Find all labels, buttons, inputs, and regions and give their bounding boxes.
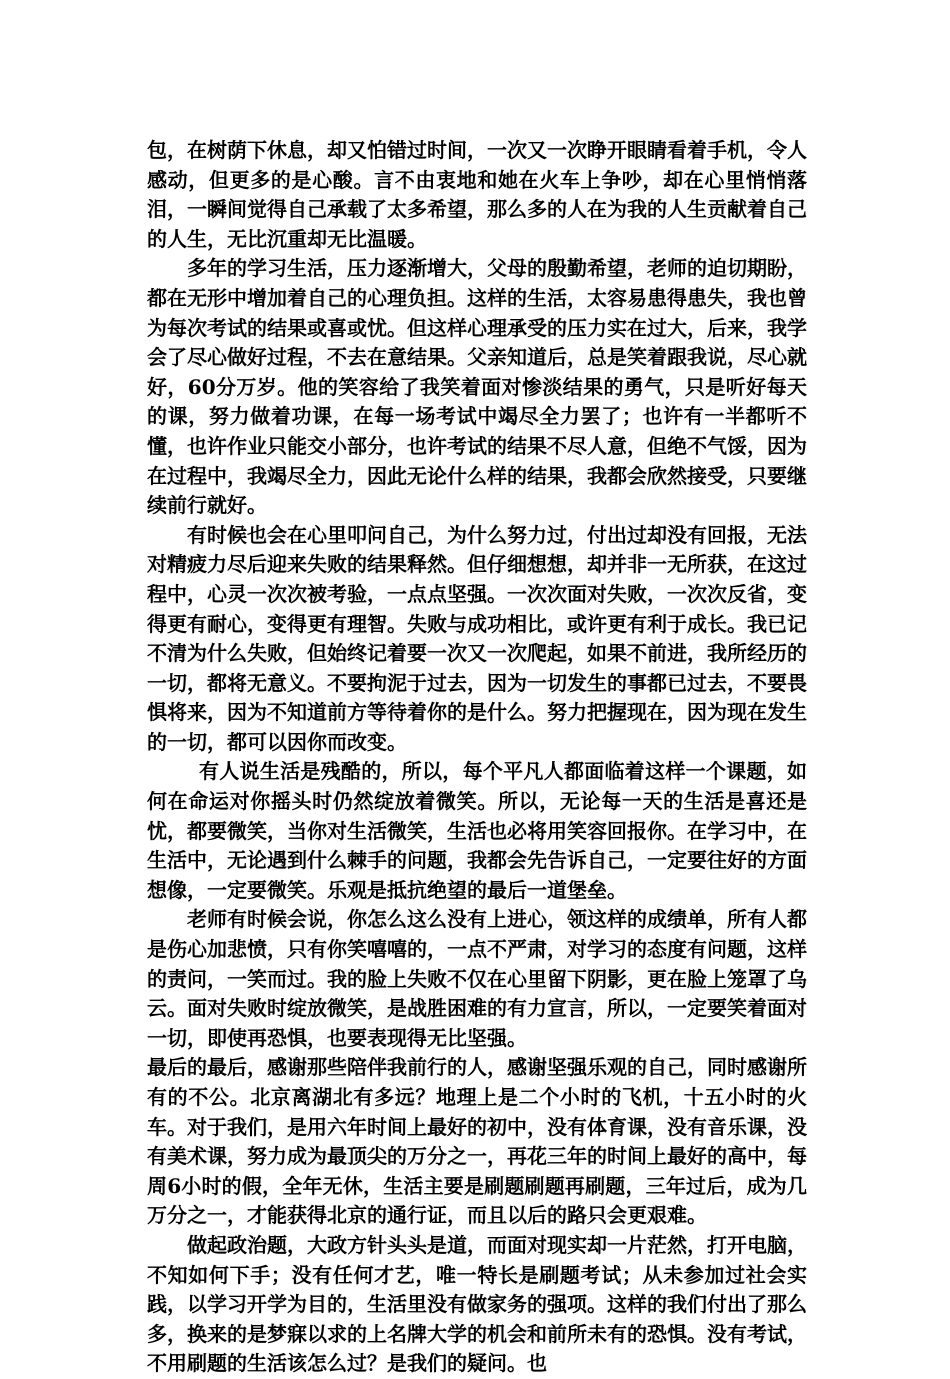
paragraph-6: 最后的最后，感谢那些陪伴我前行的人，感谢坚强乐观的自己，同时感谢所有的不公。北京离湖北有多远？地理上是二个小时的飞机，十五小时的火车。对于我们，是用六年时间上最好的初中，没有体育课，没有音乐课，没有美术课，努力成为最顶尖的万分之一，再花三年的时间上最好的高中，每周6小时的假，全年无休，生活主要是刷题刷题再刷题，三年过后，成为几万分之一，才能获得北京的通行证，而且以后的路只会更艰难。 xyxy=(147,1055,807,1228)
paragraph-5: 老师有时候会说，你怎么这么没有上进心，领这样的成绩单，所有人都是伤心加悲愤，只有你笑嘻嘻的，一点不严肃，对学习的态度有问题，这样的责问，一笑而过。我的脸上失败不仅在心里留下阴影，更在脸上笼罩了乌云。面对失败时绽放微笑，是战胜困难的有力宣言，所以，一定要笑着面对一切，即使再恐惧，也要表现得无比坚强。 xyxy=(147,907,807,1050)
document-body xyxy=(147,136,807,1379)
paragraph-3: 有时候也会在心里叩问自己，为什么努力过，付出过却没有回报，无法对精疲力尽后迎来失败的结果释然。但仔细想想，却并非一无所获，在这过程中，心灵一次次被考验，一点点坚强。一次次面对失败，一次次反省，变得更有耐心，变得更有理智。失败与成功相比，或许更有利于成长。我已记不清为什么失败，但始终记着要一次又一次爬起，如果不前进，我所经历的一切，都将无意义。不要拘泥于过去，因为一切发生的事都已过去，不要畏惧将来，因为不知道前方等待着你的是什么。努力把握现在，因为现在发生的一切，都可以因你而改变。 xyxy=(147,522,807,754)
paragraph-7: 做起政治题，大政方针头头是道，而面对现实却一片茫然，打开电脑，不知如何下手；没有任何才艺，唯一特长是刷题考试；从未参加过社会实践，以学习开学为目的，生活里没有做家务的强项。这样的我们付出了那么多，换来的是梦寐以求的上名牌大学的机会和前所未有的恐惧。没有考试，不用刷题的生活该怎么过？是我们的疑问。也 xyxy=(147,1232,807,1376)
paragraph-2: 多年的学习生活，压力逐渐增大，父母的殷勤希望，老师的迫切期盼，都在无形中增加着自己的心理负担。这样的生活，太容易患得患失，我也曾为每次考试的结果或喜或忧。但这样心理承受的压力实在过大，后来，我学会了尽心做好过程，不去在意结果。父亲知道后，总是笑着跟我说，尽心就好，60分万岁。他的笑容给了我笑着面对惨淡结果的勇气，只是听好每天的课，努力做着功课，在每一场考试中竭尽全力罢了；也许有一半都听不懂，也许作业只能交小部分，也许考试的结果不尽人意，但绝不气馁，因为在过程中，我竭尽全力，因此无论什么样的结果，我都会欣然接受，只要继续前行就好。 xyxy=(147,256,807,518)
paragraph-4: 有人说生活是残酷的，所以，每个平凡人都面临着这样一个课题，如何在命运对你摇头时仍然绽放着微笑。所以，无论每一天的生活是喜还是忧，都要微笑，当你对生活微笑，生活也必将用笑容回报你。在学习中，在生活中，无论遇到什么棘手的问题，我都会先告诉自己，一定要往好的方面想像，一定要微笑。乐观是抵抗绝望的最后一道堡垒。 xyxy=(147,759,807,902)
paragraph-1: 包，在树荫下休息，却又怕错过时间，一次又一次睁开眼睛看着手机，令人感动，但更多的是心酸。言不由衷地和她在火车上争吵，却在心里悄悄落泪，一瞬间觉得自己承载了太多希望，那么多的人在为我的人生贡献着自己的人生，无比沉重却无比温暖。 xyxy=(147,138,807,251)
